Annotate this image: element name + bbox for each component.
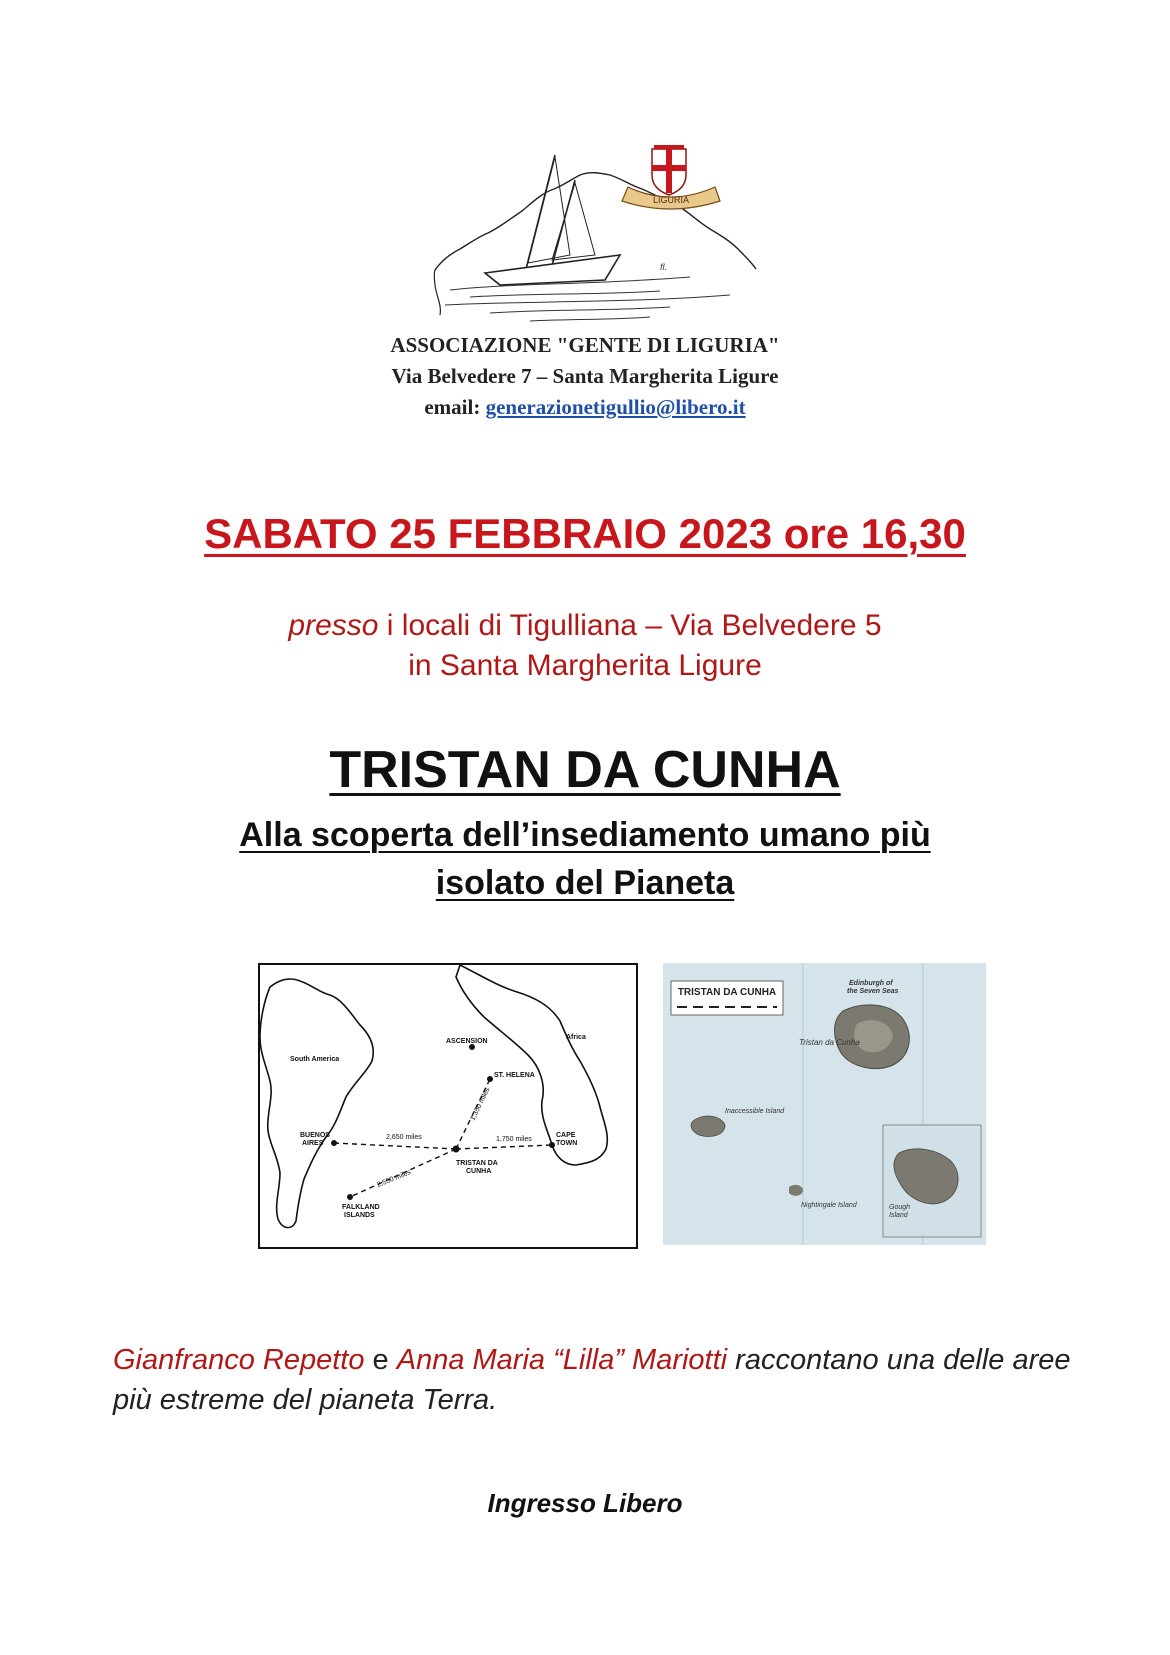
- crest-banner-text: LIGURIA: [652, 195, 690, 205]
- label-buenos-aires: BUENOS: [300, 1132, 330, 1139]
- svg-text:ISLANDS: ISLANDS: [344, 1212, 375, 1219]
- talk-title: TRISTAN DA CUNHA: [329, 741, 841, 799]
- venue-line-1: [0, 606, 1170, 646]
- admission-note: Ingresso Libero: [487, 1488, 683, 1518]
- venue-location: i locali di Tigulliana – Via Belvedere 5: [378, 609, 882, 642]
- association-address: Via Belvedere 7 – Santa Margherita Ligure: [391, 364, 779, 388]
- svg-text:AIRES: AIRES: [302, 1140, 324, 1147]
- label-south-america: South America: [290, 1056, 340, 1063]
- svg-text:TOWN: TOWN: [556, 1140, 578, 1147]
- speaker-2: Anna Maria “Lilla” Mariotti: [396, 1344, 728, 1376]
- speakers-conjunction: e: [364, 1344, 397, 1376]
- svg-text:CUNHA: CUNHA: [466, 1168, 492, 1175]
- label-tristan-island: Tristan da Cunha: [799, 1038, 860, 1047]
- speakers-description: raccontano una delle aree più estreme del pianeta Terra.: [113, 1344, 1071, 1416]
- label-gough: Gough: [889, 1204, 911, 1211]
- email-link[interactable]: generazionetigullio@libero.it: [485, 395, 746, 419]
- label-dist-st-helena: 1,350 miles: [469, 1086, 492, 1122]
- association-name: ASSOCIAZIONE "GENTE DI LIGURIA": [390, 333, 780, 357]
- speaker-1: Gianfranco Repetto: [113, 1344, 365, 1376]
- talk-subtitle-line-2: isolato del Pianeta: [435, 864, 735, 902]
- liguria-crest: [622, 145, 720, 209]
- label-dist-buenos-aires: 2,650 miles: [386, 1134, 422, 1141]
- label-st-helena: ST. HELENA: [494, 1072, 535, 1079]
- label-africa: Africa: [566, 1034, 586, 1041]
- venue-line-2: in Santa Margherita Ligure: [408, 649, 762, 682]
- svg-text:the Seven Seas: the Seven Seas: [847, 988, 899, 995]
- label-cape-town: CAPE: [556, 1132, 576, 1139]
- email-label: email:: [424, 395, 481, 419]
- speakers-paragraph: [113, 1340, 1073, 1420]
- event-date: SABATO 25 FEBBRAIO 2023 ore 16,30: [204, 510, 966, 557]
- islands-map-title: TRISTAN DA CUNHA: [677, 987, 777, 998]
- artist-signature: fl.: [660, 262, 668, 272]
- association-email-line: [0, 395, 1170, 420]
- label-dist-cape-town: 1,750 miles: [496, 1136, 532, 1143]
- label-edinburgh: Edinburgh of: [849, 980, 893, 987]
- label-nightingale: Nightingale Island: [801, 1202, 857, 1209]
- islands-map: [663, 963, 986, 1245]
- association-logo: [430, 145, 760, 325]
- label-falkland: FALKLAND: [342, 1204, 380, 1211]
- talk-subtitle-line-1: Alla scoperta dell’insediamento umano più: [239, 816, 931, 854]
- label-tristan: TRISTAN DA: [456, 1160, 498, 1167]
- venue-prefix: presso: [288, 609, 379, 642]
- route-distance-map: [258, 963, 638, 1249]
- svg-text:Island: Island: [889, 1212, 908, 1219]
- label-dist-falkland: 2,550 miles: [376, 1168, 412, 1189]
- label-ascension: ASCENSION: [446, 1038, 488, 1045]
- label-inaccessible: Inaccessible Island: [725, 1108, 785, 1115]
